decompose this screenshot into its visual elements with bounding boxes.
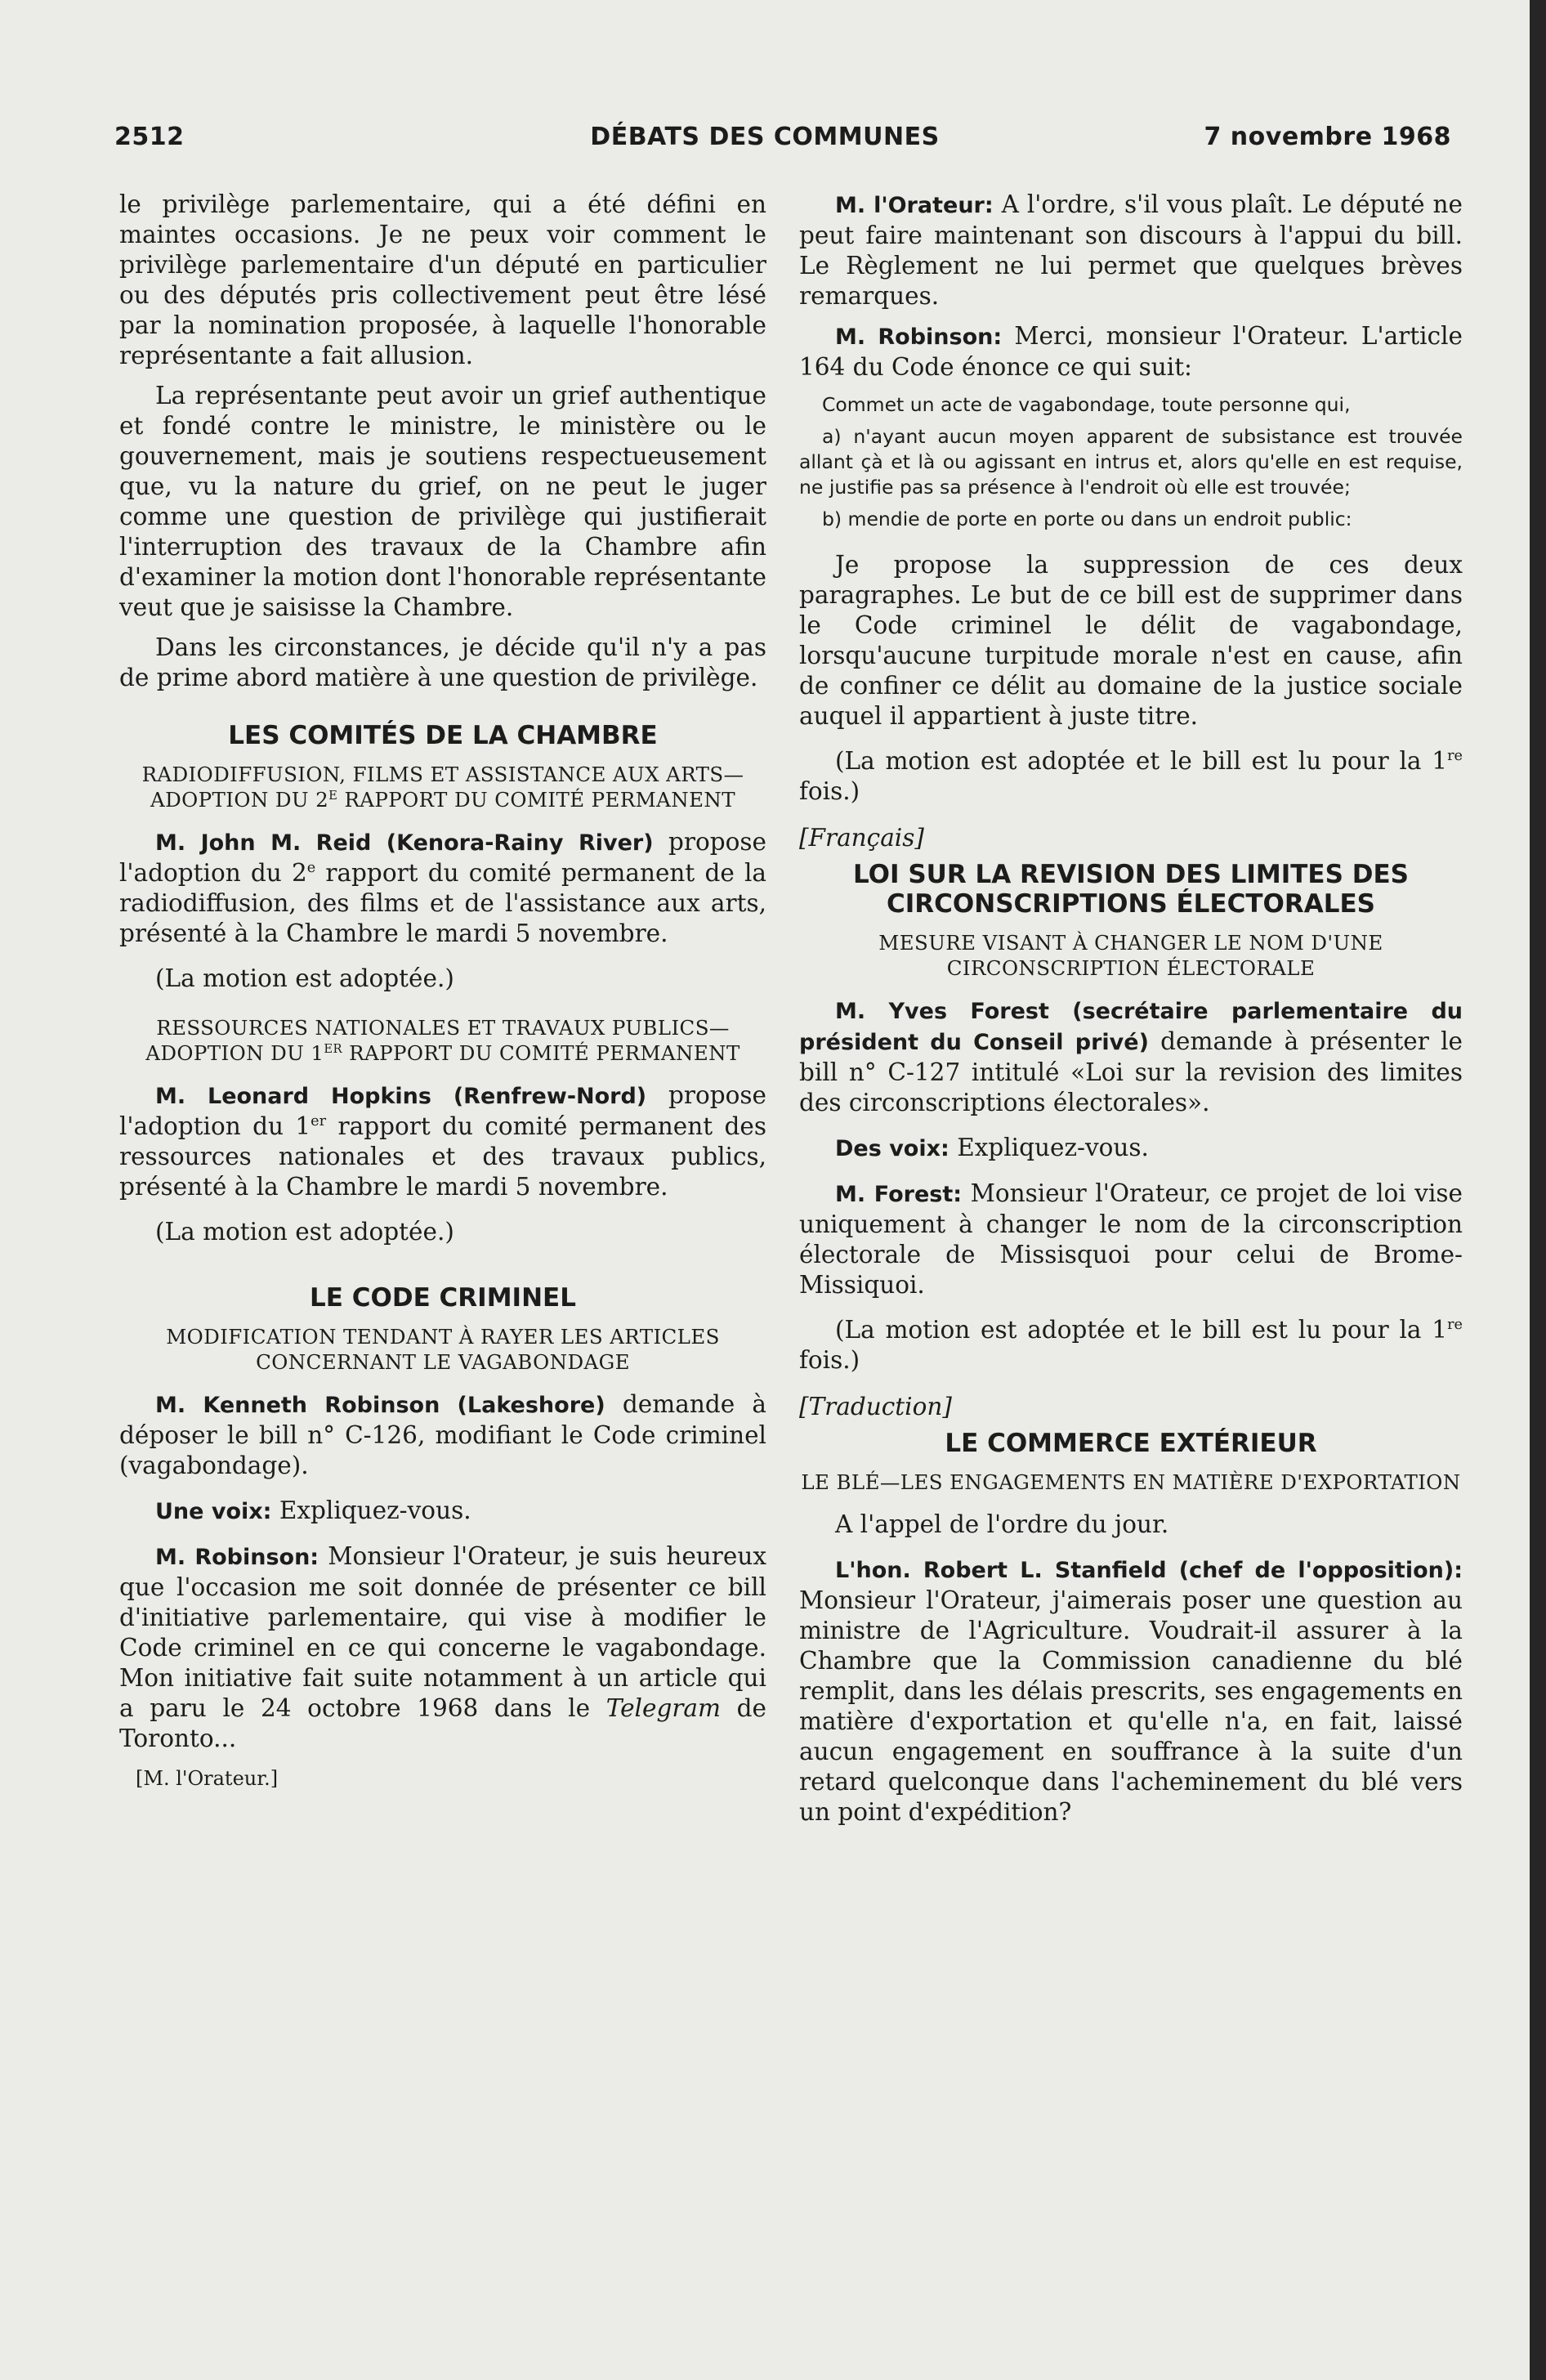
speaker-name: M. Kenneth Robinson (Lakeshore): [155, 1393, 605, 1418]
section-heading: LE COMMERCE EXTÉRIEUR: [945, 1429, 1317, 1458]
paragraph: M. Robinson: Merci, monsieur l'Orateur. L'article 164 du Code énonce ce qui suit:: [799, 322, 1463, 381]
motion-note: (La motion est adoptée.): [155, 1218, 454, 1246]
page-number: 2512: [114, 123, 185, 151]
paragraph: Dans les circonstances, je décide qu'il n'y a pas de prime abord matière à une question de privilège.: [119, 633, 766, 691]
speaker-name: M. Robinson:: [155, 1545, 319, 1570]
speaker-name: L'hon. Robert L. Stanfield (chef de l'opposition):: [835, 1558, 1463, 1583]
speaker-name: Des voix:: [835, 1136, 949, 1161]
subsection-heading: RADIODIFFUSION, FILMS ET ASSISTANCE AUX ARTS—ADOPTION DU $2^E$ RAPPORT DU COMITÉ PERMANENT: [141, 763, 744, 812]
language-tag: [Français]: [799, 824, 924, 852]
speaker-name: M. Leonard Hopkins (Renfrew-Nord): [155, 1084, 647, 1109]
quotation: b) mendie de porte en porte ou dans un endroit public:: [822, 508, 1352, 530]
running-title: DÉBATS DES COMMUNES: [590, 123, 940, 151]
paragraph: M. Forest: Monsieur l'Orateur, ce projet de loi vise uniquement à changer le nom de la circonscription électorale de Missisquoi pour celui de Brome-Missiquoi.: [799, 1179, 1463, 1299]
section-heading: LE CODE CRIMINEL: [310, 1283, 576, 1313]
paragraph: M. Kenneth Robinson (Lakeshore) demande à déposer le bill n° C-126, modifiant le Code criminel (vagabondage).: [119, 1390, 766, 1479]
left-column: [119, 190, 766, 1794]
speaker-name: M. John M. Reid (Kenora-Rainy River): [155, 830, 654, 856]
motion-note: (La motion est adoptée.): [155, 964, 454, 992]
paragraph: M. Yves Forest (secrétaire parlementaire du président du Conseil privé) demande à présenter le bill n° C-127 intitulé «Loi sur la revision des limites des circonscriptions électorales».: [799, 999, 1463, 1116]
paragraph: M. l'Orateur: A l'ordre, s'il vous plaît. Le député ne peut faire maintenant son discours à l'appui du bill. Le Règlement ne lui permet que quelques brèves remarques.: [799, 190, 1463, 310]
quotation: a) n'ayant aucun moyen apparent de subsistance est trouvée allant çà et là ou agissant en intrus et, alors qu'elle en est requise, ne justifie pas sa présence à l'endroit où elle est trouvée;: [799, 425, 1463, 499]
page-date: 7 novembre 1968: [1204, 123, 1451, 151]
speaker-name: Une voix:: [155, 1499, 272, 1524]
speaker-name: M. Forest:: [835, 1182, 963, 1207]
footnote: [M. l'Orateur.]: [136, 1767, 279, 1790]
subsection-heading: MODIFICATION TENDANT À RAYER LES ARTICLES CONCERNANT LE VAGABONDAGE: [166, 1325, 720, 1374]
paragraph: L'hon. Robert L. Stanfield (chef de l'opposition): Monsieur l'Orateur, j'aimerais poser une question au ministre de l'Agriculture. Voudrait-il assurer à la Chambre que la Commission canadienne du blé remplit, dans les délais prescrits, ses engagements en matière d'exportation et qu'elle n'a, en fait, laissé aucun engagement en souffrance à la suite d'un retard quelconque dans l'acheminement du blé vers un point d'expédition?: [799, 1558, 1463, 1826]
subsection-heading: MESURE VISANT À CHANGER LE NOM D'UNE CIRCONSCRIPTION ÉLECTORALE: [878, 931, 1383, 980]
quotation: Commet un acte de vagabondage, toute personne qui,: [822, 393, 1351, 416]
right-column: [799, 190, 1463, 1837]
paragraph: A l'appel de l'ordre du jour.: [835, 1510, 1169, 1538]
paragraph: Je propose la suppression de ces deux paragraphes. Le but de ce bill est de supprimer dans le Code criminel le délit de vagabondage, lorsqu'aucune turpitude morale n'est en cause, afin de confiner ce délit au domaine de la justice sociale auquel il appartient à juste titre.: [799, 551, 1463, 730]
section-heading: LES COMITÉS DE LA CHAMBRE: [228, 721, 658, 750]
section-heading: LOI SUR LA REVISION DES LIMITES DES CIRCONSCRIPTIONS ÉLECTORALES: [853, 860, 1409, 919]
subsection-heading: LE BLÉ—LES ENGAGEMENTS EN MATIÈRE D'EXPORTATION: [801, 1470, 1461, 1494]
speaker-name: M. Yves Forest (secrétaire parlementaire du président du Conseil privé): [799, 999, 1463, 1055]
subsection-heading: RESSOURCES NATIONALES ET TRAVAUX PUBLICS—ADOPTION DU 1ER RAPPORT DU COMITÉ PERMANENT: [145, 1016, 740, 1065]
language-tag: [Traduction]: [799, 1393, 952, 1420]
motion-note: (La motion est adoptée et le bill est lu pour la 1re fois.): [799, 1316, 1463, 1374]
speaker-name: M. l'Orateur:: [835, 193, 994, 218]
paragraph: M. John M. Reid (Kenora-Rainy River) propose l'adoption du 2e rapport du comité permanent de la radiodiffusion, des films et de l'assistance aux arts, présenté à la Chambre le mardi 5 novembre.: [119, 828, 766, 947]
paragraph: Des voix: Expliquez-vous.: [835, 1134, 1149, 1161]
scan-edge: [1530, 0, 1546, 2380]
motion-note: (La motion est adoptée et le bill est lu pour la 1re fois.): [799, 747, 1463, 805]
paragraph: Une voix: Expliquez-vous.: [155, 1496, 471, 1524]
paragraph: M. Leonard Hopkins (Renfrew-Nord) propose l'adoption du 1er rapport du comité permanent des ressources nationales et des travaux publics, présenté à la Chambre le mardi 5 novembre.: [119, 1081, 766, 1201]
paragraph: le privilège parlementaire, qui a été défini en maintes occasions. Je ne peux voir comment le privilège parlementaire d'un député en particulier ou des députés pris collectivement peut être lésé par la nomination proposée, à laquelle l'honorable représentante a fait allusion.: [119, 190, 766, 369]
paragraph: M. Robinson: Monsieur l'Orateur, je suis heureux que l'occasion me soit donnée de présenter ce bill d'initiative parlementaire, qui vise à modifier le Code criminel en ce qui concerne le vagabondage. Mon initiative fait suite notamment à un article qui a paru le 24 octobre 1968 dans le Telegram de Toronto...: [119, 1542, 766, 1752]
paragraph: La représentante peut avoir un grief authentique et fondé contre le ministre, le ministère ou le gouvernement, mais je soutiens respectueusement que, vu la nature du grief, on ne peut le juger comme une question de privilège qui justifierait l'interruption des travaux de la Chambre afin d'examiner la motion dont l'honorable représentante veut que je saisisse la Chambre.: [119, 382, 766, 621]
speaker-name: M. Robinson:: [835, 324, 1003, 350]
